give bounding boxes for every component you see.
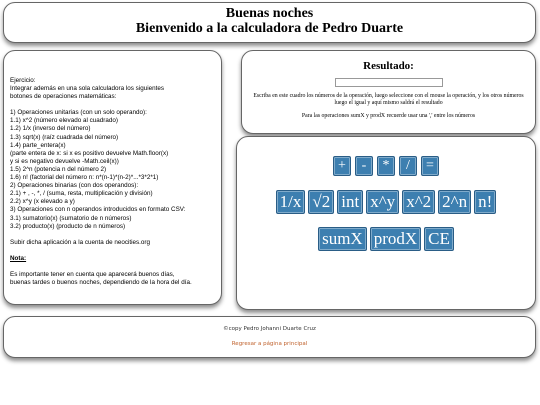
add-button[interactable]: + bbox=[333, 156, 351, 176]
result-help-text: Escriba en este cuadro los números de la operación, luego seleccione con el mouse la operación, y los otros números luego el igual y aquí mismo saldrá el resultado bbox=[253, 93, 524, 106]
note-text: Es importante tener en cuenta que aparecerá buenos días, buenas tardes o buenos noches, dependiendo de la hora del día. bbox=[10, 270, 192, 286]
multiply-button[interactable]: * bbox=[377, 156, 395, 176]
square-button[interactable]: x^2 bbox=[402, 190, 435, 214]
power-xy-button[interactable]: x^y bbox=[366, 190, 399, 214]
result-input[interactable] bbox=[335, 78, 443, 87]
note-label: Nota: bbox=[10, 254, 27, 262]
exercise-intro: Ejercicio: Integrar además en una sola calculadora los siguientes botones de operaciones matemáticas: bbox=[10, 77, 165, 101]
sumx-button[interactable]: sumX bbox=[318, 227, 367, 251]
back-to-home-link[interactable]: Regresar a página principal bbox=[231, 341, 308, 347]
page-title: Bienvenido a la calculadora de Pedro Duarte bbox=[135, 21, 404, 36]
result-title: Resultado: bbox=[363, 60, 414, 72]
int-button[interactable]: int bbox=[337, 190, 363, 214]
footer bbox=[3, 316, 536, 358]
clear-button[interactable]: CE bbox=[424, 227, 454, 251]
divide-button[interactable]: / bbox=[399, 156, 417, 176]
function-row bbox=[237, 190, 535, 214]
prodx-button[interactable]: prodX bbox=[370, 227, 421, 251]
subtract-button[interactable]: - bbox=[355, 156, 373, 176]
instructions-panel bbox=[3, 50, 222, 305]
factorial-button[interactable]: n! bbox=[474, 190, 496, 214]
inverse-button[interactable]: 1/x bbox=[276, 190, 306, 214]
operator-row bbox=[237, 156, 535, 176]
upload-instruction: Subir dicha aplicación a la cuenta de neocities.org bbox=[10, 238, 151, 246]
header bbox=[3, 2, 536, 43]
operations-list: 1) Operaciones unitarias (con un solo operando): 1.1) x^2 (número elevado al cuadrado) 1.2) 1/x (inverso del número) 1.3) sqrt(x) (raíz cuadrada del número) 1.4) parte_entera(x) (parte entera de x: si x es positivo devuelve Math.floor(x) y si es negativo devuelve -Math.ceil(x)) 1.5) 2^n (potencia n del número 2) 1.6) n! (factorial del número n: n*(n-1)*(n-2)*...*3*2*1) 2) Operaciones binarias (con dos operandos): 2.1) + , -, *, / (suma, resta, multiplicación y división) 2.2) x^y (x elevado a y) 3) Operaciones con n operandos introducidos en formato CSV: 3.1) sumatorio(x) (sumatorio de n números) 3.2) producto(x) (producto de n números) bbox=[10, 109, 186, 230]
aggregate-row bbox=[237, 227, 535, 251]
result-panel bbox=[241, 50, 536, 134]
sqrt-button[interactable]: √2 bbox=[308, 190, 334, 214]
keypad-panel bbox=[236, 136, 536, 310]
copyright-text: ©copy Pedro Johanni Duarte Cruz bbox=[223, 326, 316, 332]
greeting: Buenas noches bbox=[225, 6, 314, 21]
equals-button[interactable]: = bbox=[421, 156, 439, 176]
power-2n-button[interactable]: 2^n bbox=[438, 190, 471, 214]
csv-help-text: Para las operaciones sumX y prodX recuerde usar una ',' entre los números bbox=[301, 113, 476, 119]
